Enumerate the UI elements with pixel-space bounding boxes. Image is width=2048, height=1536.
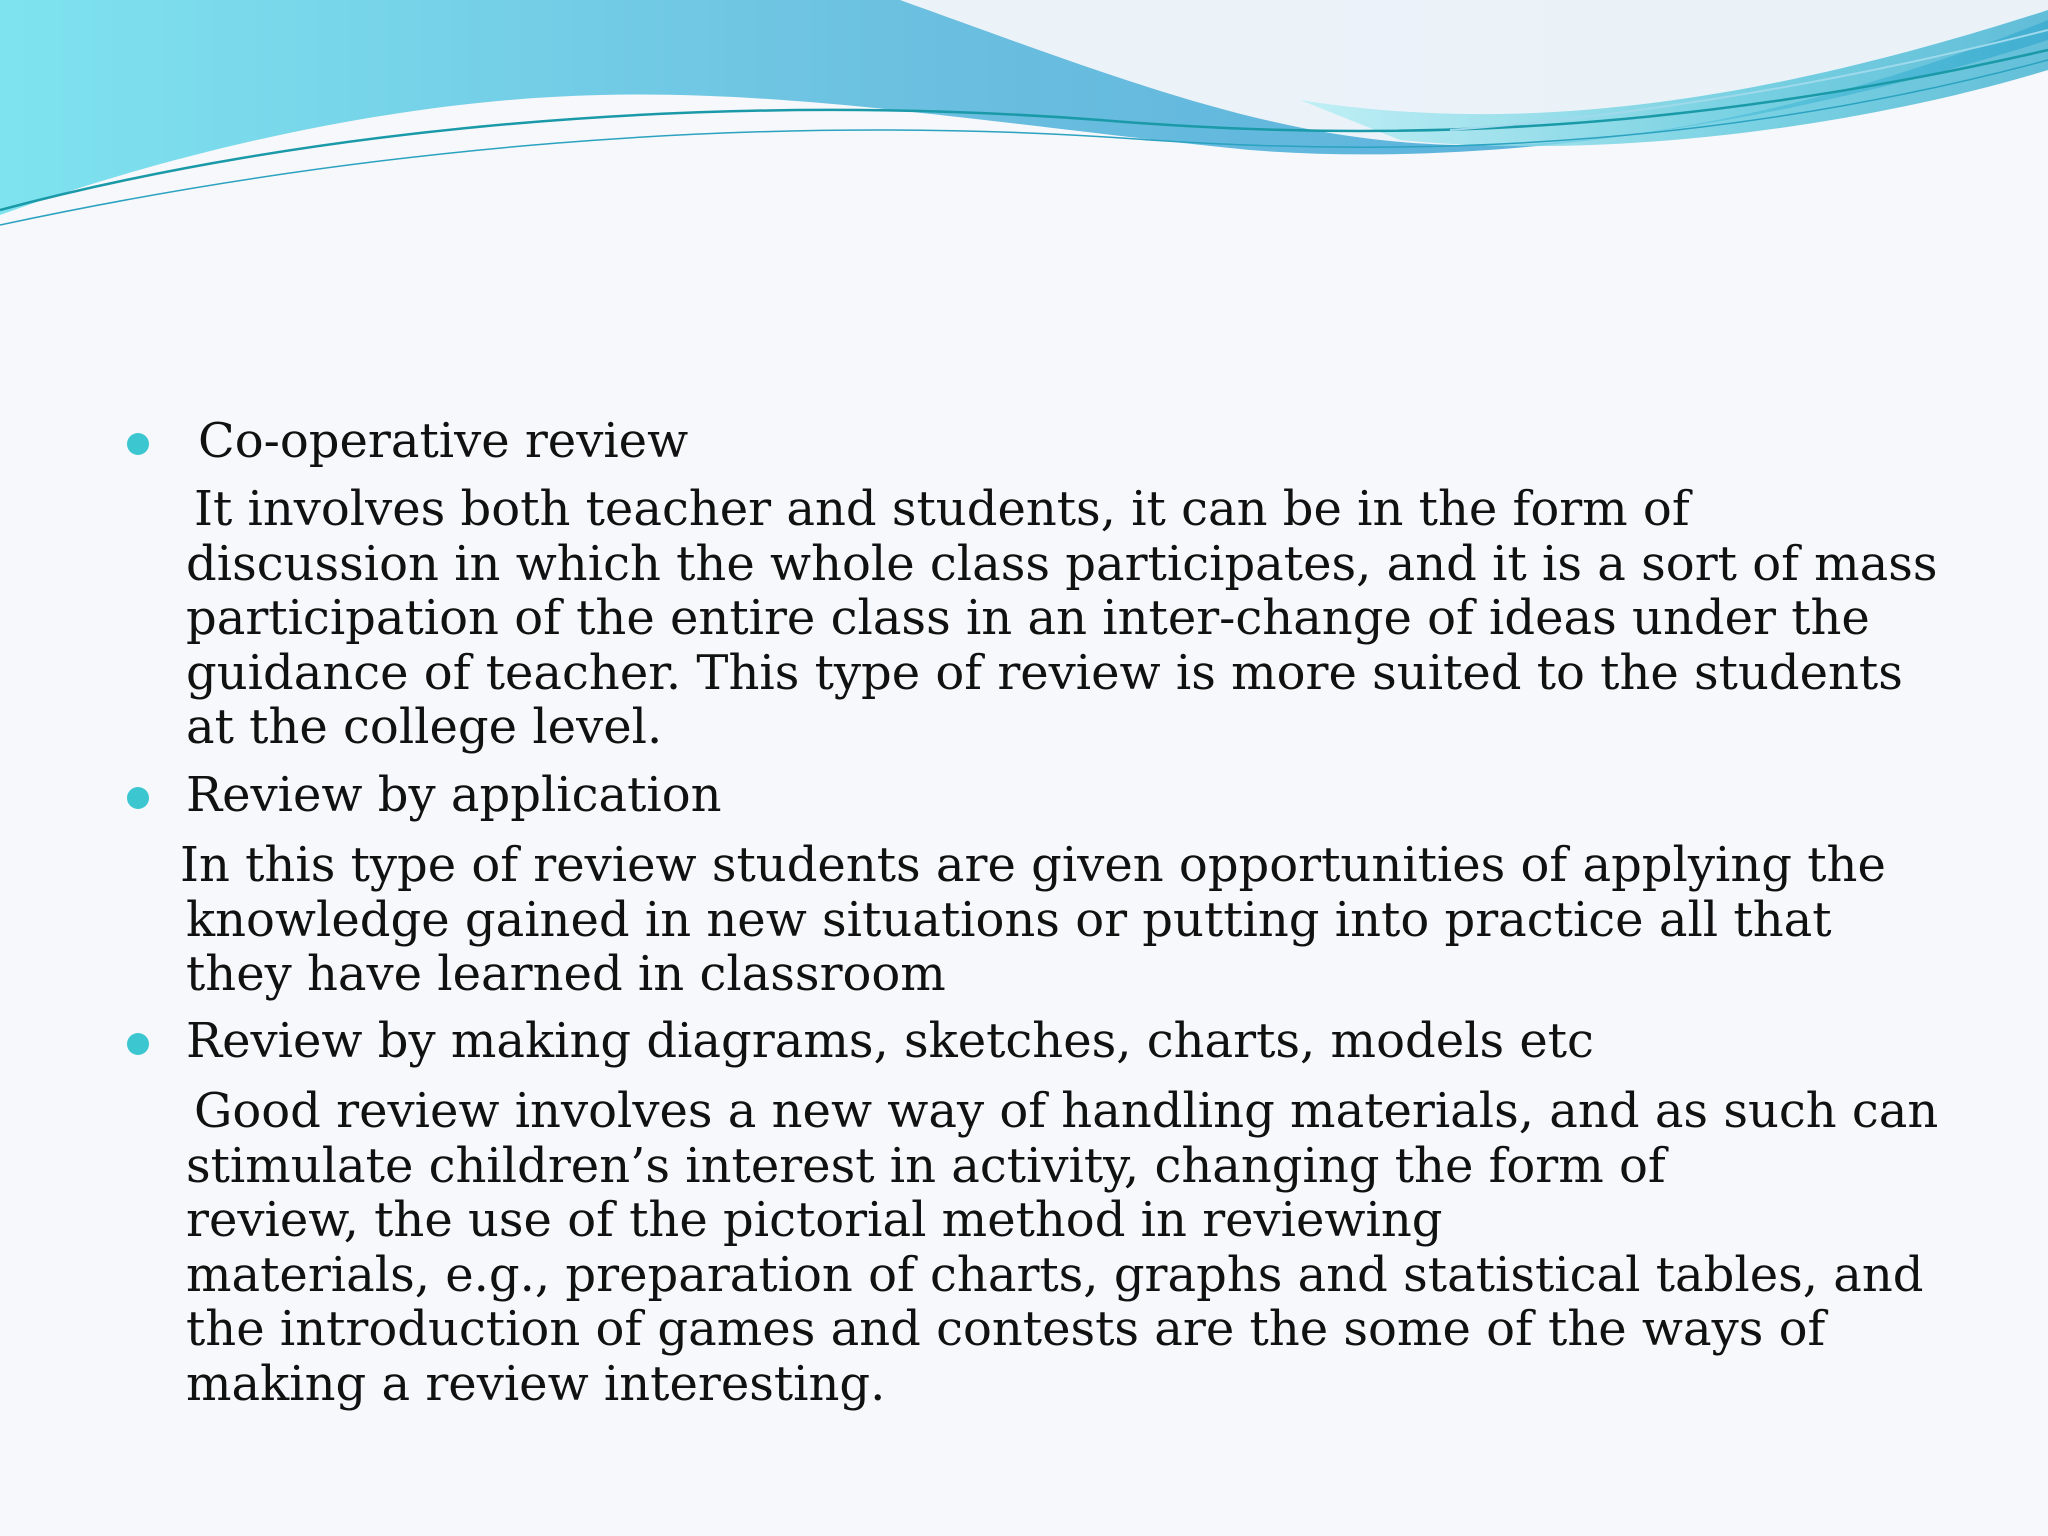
paragraph-line: review, the use of the pictorial method in reviewing bbox=[186, 1192, 1443, 1248]
bullet-icon bbox=[127, 787, 149, 809]
paragraph-line: discussion in which the whole class participates, and it is a sort of mass bbox=[186, 535, 1938, 592]
paragraph-line: knowledge gained in new situations or putting into practice all that bbox=[186, 891, 1832, 948]
section-heading: Review by application bbox=[186, 767, 722, 823]
paragraph-line: Good review involves a new way of handling materials, and as such can bbox=[194, 1083, 1939, 1139]
paragraph-line: participation of the entire class in an inter-change of ideas under the bbox=[186, 590, 1870, 646]
section-paragraph bbox=[186, 1084, 1938, 1411]
paragraph-line: guidance of teacher. This type of review is more suited to the students bbox=[186, 644, 1903, 701]
paragraph-line: It involves both teacher and students, it can be in the form of bbox=[194, 481, 1690, 537]
section-heading: Co-operative review bbox=[198, 413, 689, 469]
bullet-icon bbox=[127, 433, 149, 455]
section-paragraph bbox=[186, 482, 1938, 755]
paragraph-line: they have learned in classroom bbox=[186, 946, 946, 1002]
paragraph-line: at the college level. bbox=[186, 699, 663, 755]
paragraph-line: stimulate children’s interest in activity, changing the form of bbox=[186, 1137, 1666, 1194]
paragraph-line: In this type of review students are given opportunities of applying the bbox=[180, 837, 1886, 893]
bullet-icon bbox=[127, 1033, 149, 1055]
section-heading: Review by making diagrams, sketches, charts, models etc bbox=[186, 1013, 1594, 1069]
paragraph-line: making a review interesting. bbox=[186, 1355, 886, 1412]
section-paragraph bbox=[180, 837, 1886, 1002]
paragraph-line: materials, e.g., preparation of charts, graphs and statistical tables, and bbox=[186, 1246, 1924, 1303]
paragraph-line: the introduction of games and contests are the some of the ways of bbox=[186, 1301, 1826, 1357]
